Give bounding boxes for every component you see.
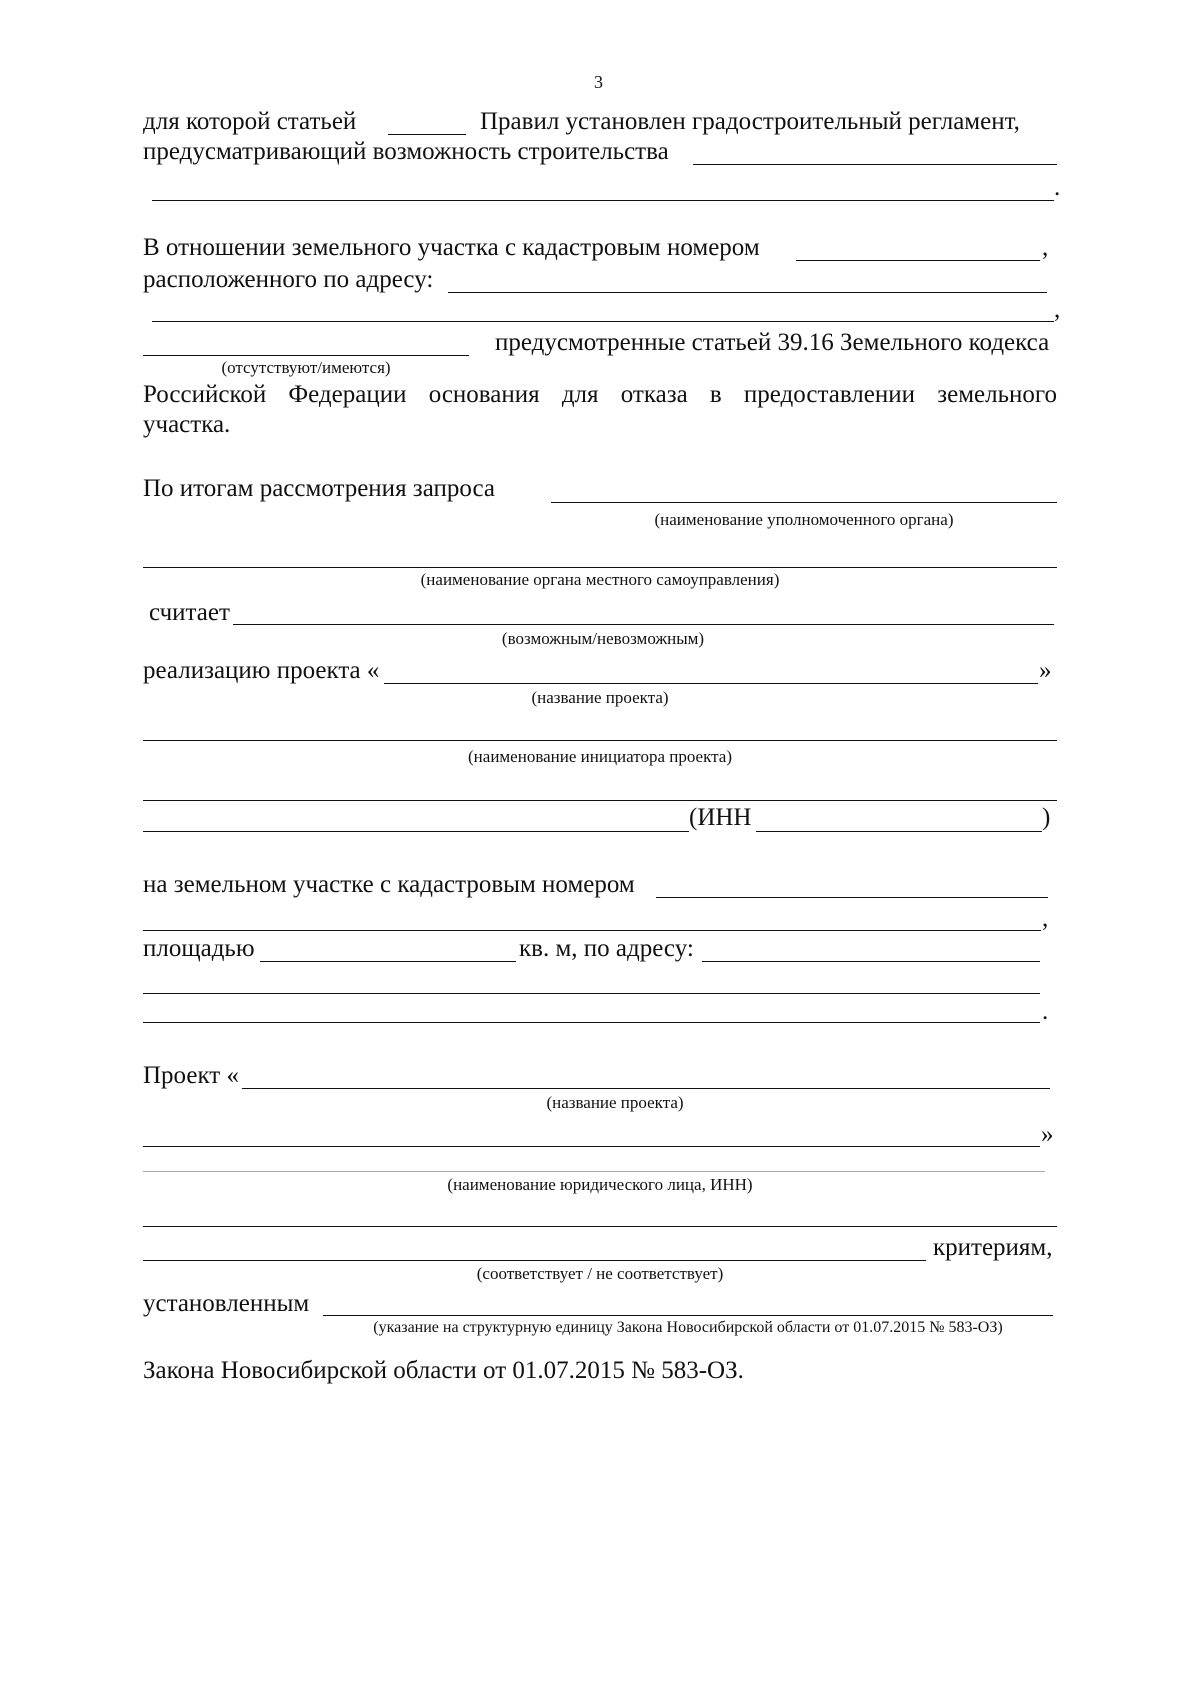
caption-possible: (возможным/невозможным) [501, 629, 705, 648]
p2-line2: расположенного по адресу: [143, 266, 434, 293]
p2-line5: Российской Федерации основания для отказа в предоставлении земельного [143, 381, 1057, 408]
p2-comma1: , [1042, 234, 1049, 261]
blank-construction-type [693, 164, 1057, 165]
p1-end-dot: . [1054, 174, 1061, 201]
blank-project-name-2 [242, 1088, 1050, 1089]
p2-line4: предусмотренные статьей 39.16 Земельного кодекса [495, 329, 1050, 356]
p1-line1-end: Правил установлен градостроительный регламент, [480, 108, 1020, 135]
p4-end-dot: . [1042, 998, 1049, 1025]
p2-comma2: , [1054, 296, 1061, 323]
blank-address-2 [702, 961, 1040, 962]
blank-match [143, 1260, 926, 1261]
blank-local-government [143, 567, 1057, 568]
caption-local-government: (наименование органа местного самоуправления) [420, 570, 780, 589]
caption-match: (соответствует / не соответствует) [476, 1264, 724, 1283]
blank-address [448, 292, 1047, 293]
p5-project-open: Проект « [143, 1062, 239, 1089]
blank-address-2-cont [143, 993, 1040, 994]
blank-cadastral-number [796, 260, 1040, 261]
p1-line2: предусматривающий возможность строительства [143, 138, 669, 165]
blank-area [260, 961, 516, 962]
p4-sqm-address: кв. м, по адресу: [519, 935, 694, 962]
p3-line1: По итогам рассмотрения запроса [143, 475, 495, 502]
p3-realization: реализацию проекта « [143, 657, 380, 684]
blank-inn [756, 831, 1042, 832]
blank-address-2-cont-2 [143, 1022, 1040, 1023]
caption-law-unit: (указание на структурную единицу Закона Новосибирской области от 01.07.2015 № 583-ОЗ) [373, 1319, 1003, 1336]
blank-legal-entity-cont [143, 1226, 1057, 1227]
blank-law-unit [323, 1315, 1053, 1316]
p2-line6: участка. [143, 411, 231, 438]
blank-cadastral-number-2-cont [143, 930, 1041, 931]
caption-exist-status: (отсутствуют/имеются) [221, 358, 391, 377]
p4-line1: на земельном участке с кадастровым номером [143, 871, 635, 898]
caption-project-name-2: (название проекта) [546, 1093, 684, 1112]
blank-initiator-cont [143, 800, 1057, 801]
p3-close-quote: » [1039, 657, 1052, 684]
blank-project-name [384, 683, 1038, 684]
blank-article-number [388, 134, 466, 135]
blank-cadastral-number-2 [656, 897, 1048, 898]
p5-close-quote: » [1041, 1121, 1054, 1148]
caption-initiator: (наименование инициатора проекта) [468, 747, 732, 766]
blank-authorized-organ [551, 502, 1057, 503]
p5-last-line: Закона Новосибирской области от 01.07.2015 № 583-ОЗ. [143, 1357, 744, 1384]
blank-address-cont [152, 321, 1054, 322]
blank-initiator-cont-2 [143, 831, 689, 832]
blank-project-name-2-cont [143, 1146, 1040, 1147]
blank-legal-entity [143, 1171, 1045, 1172]
caption-authorized-organ: (наименование уполномоченного органа) [654, 510, 954, 529]
p5-established: установленным [143, 1290, 310, 1317]
page-number: 3 [594, 72, 603, 92]
p4-comma: , [1042, 905, 1049, 932]
blank-initiator [143, 740, 1057, 741]
blank-exist-status [143, 355, 469, 356]
p2-line1: В отношении земельного участка с кадастровым номером [143, 234, 760, 261]
caption-project-name: (название проекта) [531, 688, 669, 707]
p4-area-label: площадью [143, 935, 255, 962]
caption-legal-entity: (наименование юридического лица, ИНН) [447, 1175, 753, 1194]
p3-considers: считает [149, 599, 230, 626]
p3-inn-close: ) [1042, 804, 1051, 831]
blank-construction-type-cont [152, 200, 1054, 201]
p5-criteria: критериям, [933, 1234, 1053, 1261]
p1-line1-start: для которой статьей [143, 108, 357, 135]
p3-inn-open: (ИНН [689, 804, 752, 831]
blank-possible [233, 624, 1054, 625]
